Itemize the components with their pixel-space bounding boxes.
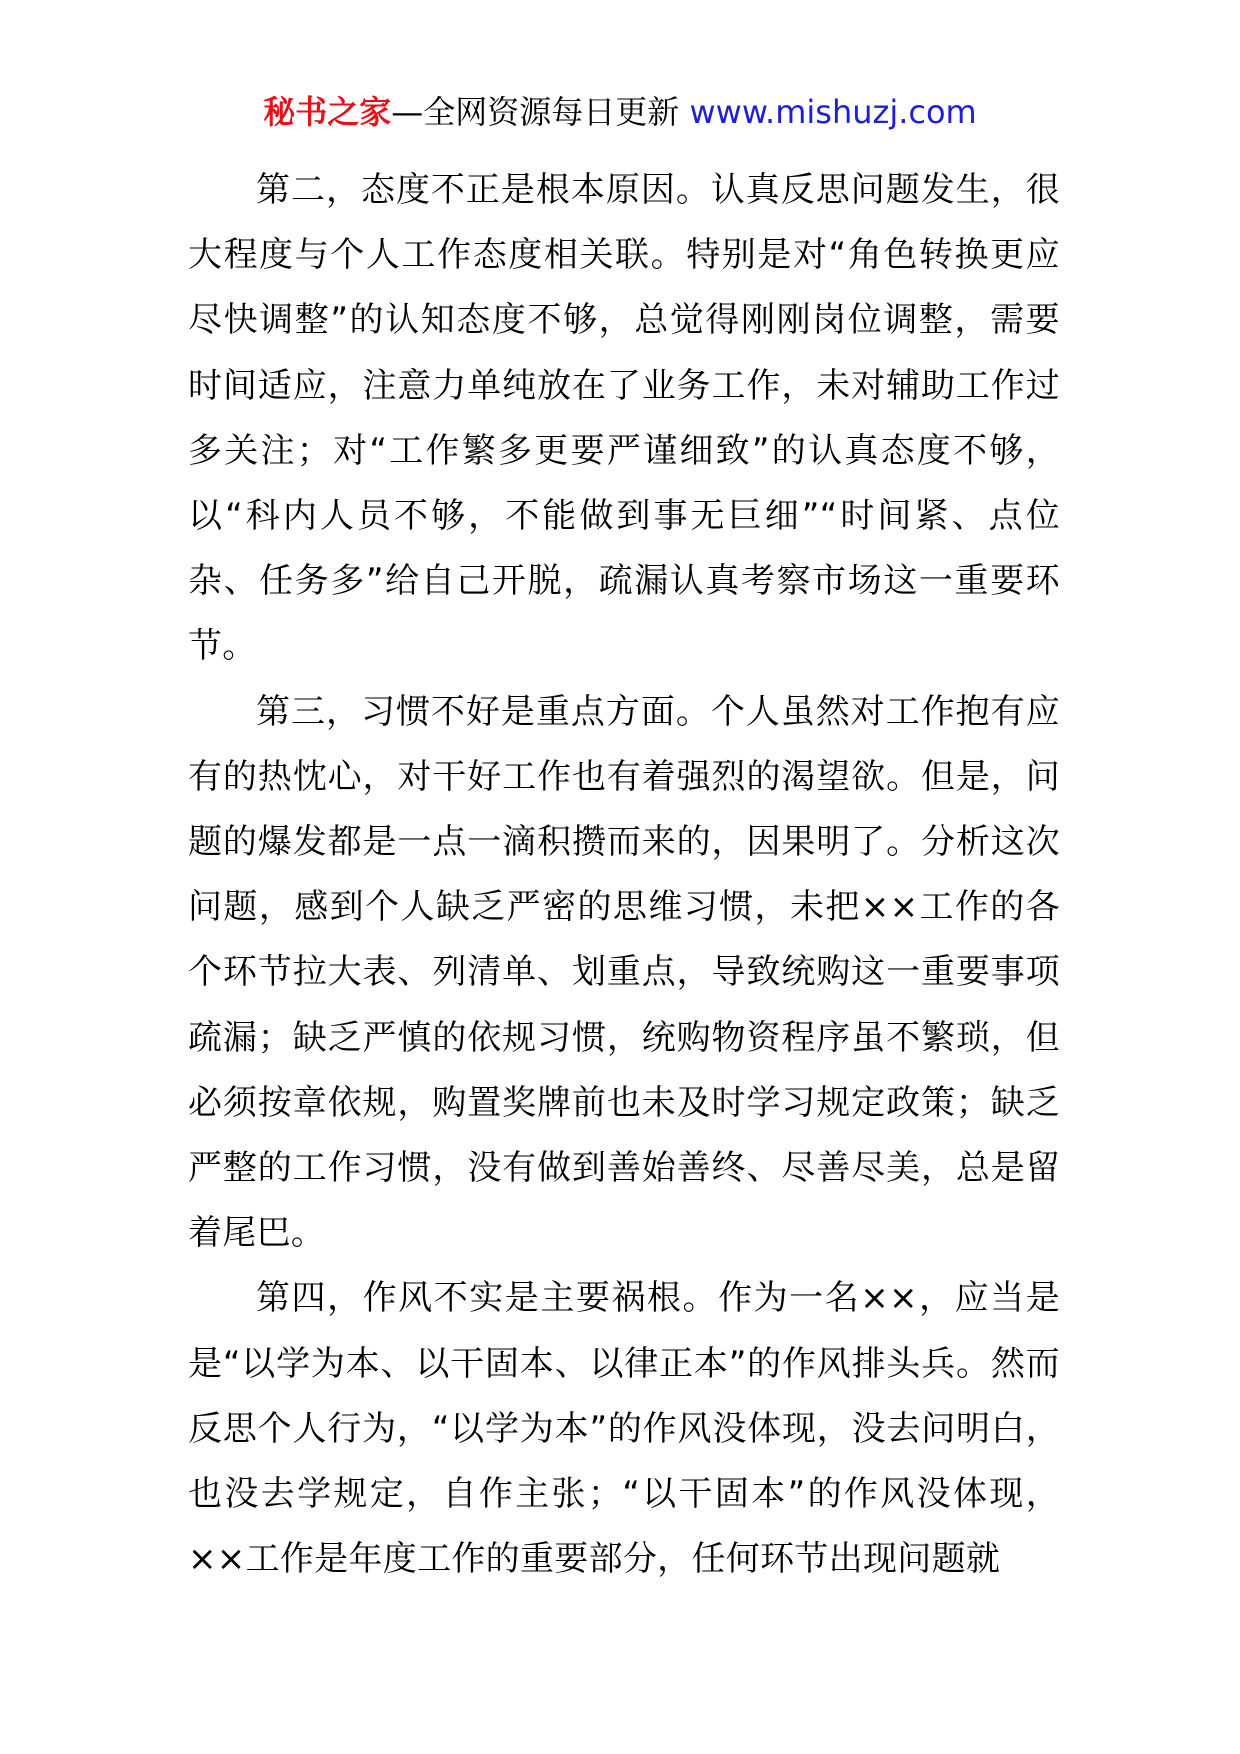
paragraph-third-point: 第三，习惯不好是重点方面。个人虽然对工作抱有应有的热忱心，对干好工作也有着强烈的渴望欲。但是，问题的爆发都是一点一滴积攒而来的，因果明了。分析这次问题，感到个人缺乏严密的思维习惯，未把××工作的各个环节拉大表、列清单、划重点，导致统购这一重要事项疏漏；缺乏严慎的依规习惯，统购物资程序虽不繁琐，但必须按章依规，购置奖牌前也未及时学习规定政策；缺乏严整的工作习惯，没有做到善始善终、尽善尽美，总是留着尾巴。: [188, 691, 1060, 1254]
paragraph-fourth-point: 第四，作风不实是主要祸根。作为一名××，应当是是“以学为本、以干固本、以律正本”的作风排头兵。然而反思个人行为，“以学为本”的作风没体现，没去问明白，也没去学规定，自作主张；“以干固本”的作风没体现，××工作是年度工作的重要部分，任何环节出现问题就: [188, 1278, 1060, 1580]
document-body: [188, 158, 1060, 1592]
brand-name: 秘书之家: [263, 93, 392, 131]
paragraph-second-point: 第二，态度不正是根本原因。认真反思问题发生，很大程度与个人工作态度相关联。特别是对“角色转换更应尽快调整”的认知态度不够，总觉得刚刚岗位调整，需要时间适应，注意力单纯放在了业务工作，未对辅助工作过多关注；对“工作繁多更要严谨细致”的认真态度不够，以“科内人员不够，不能做到事无巨细”“时间紧、点位杂、任务多”给自己开脱，疏漏认真考察市场这一重要环节。: [188, 170, 1060, 667]
header-tagline: —全网资源每日更新: [391, 93, 690, 131]
page-header: [0, 92, 1240, 132]
site-url: www.mishuzj.com: [689, 93, 977, 131]
